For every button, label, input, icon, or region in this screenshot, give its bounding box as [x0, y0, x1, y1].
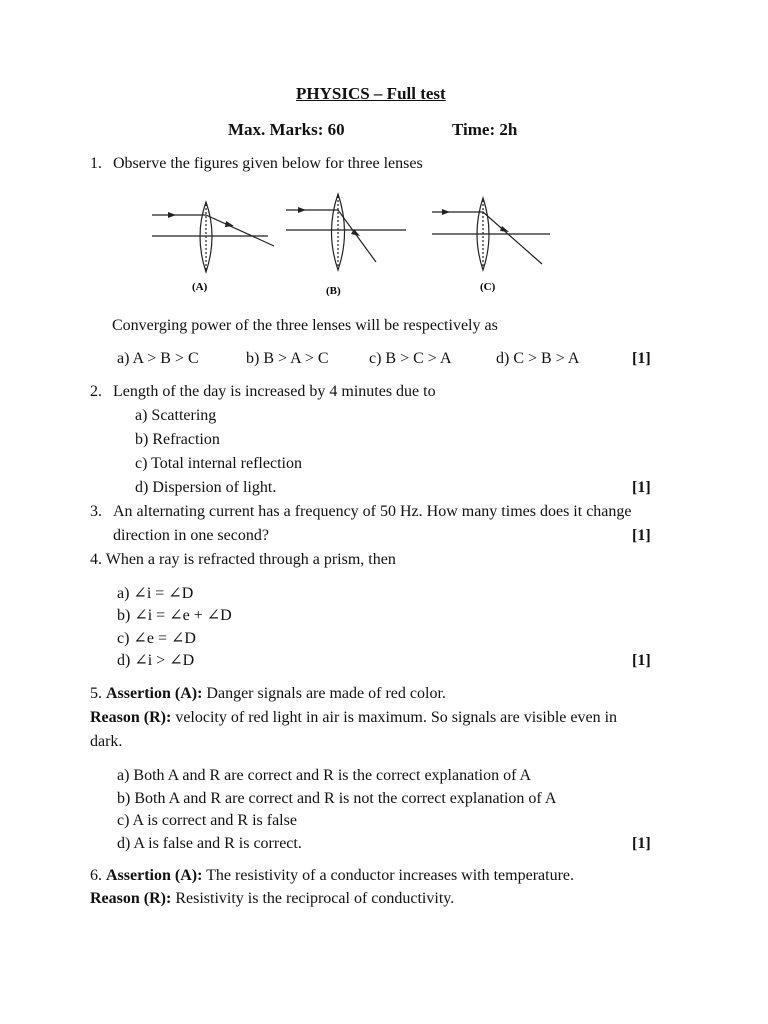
q2-option-a: a) Scattering	[135, 407, 217, 424]
q2-option-d: d) Dispersion of light.	[135, 479, 277, 496]
q6-assertion-line	[90, 866, 574, 886]
q6-reason-label: Reason (R):	[90, 890, 172, 907]
q1-option-b: b) B > A > C	[246, 350, 329, 367]
q1-option-c: c) B > C > A	[369, 350, 452, 367]
q2-option-c: c) Total internal reflection	[135, 455, 302, 472]
time-allowed: Time: 2h	[452, 120, 518, 139]
figure-label-b: (B)	[326, 285, 341, 297]
q5-option-a: a) Both A and R are correct and R is the correct explanation of A	[117, 767, 532, 784]
q4-option-c: c) ∠e = ∠D	[117, 630, 196, 647]
q6-assertion: The resistivity of a conductor increases with temperature.	[206, 867, 575, 884]
q1-text: Observe the figures given below for three lenses	[113, 155, 423, 172]
q1-stem: Converging power of the three lenses will be respectively as	[112, 317, 498, 334]
q2-option-b: b) Refraction	[135, 431, 220, 448]
q5-option-b: b) Both A and R are correct and R is not the correct explanation of A	[117, 790, 557, 807]
q2-marks: [1]	[632, 479, 651, 496]
q1-number: 1.	[90, 155, 102, 172]
q2-number: 2.	[90, 383, 102, 400]
q3-number: 3.	[90, 503, 102, 520]
q5-assertion: Danger signals are made of red color.	[206, 685, 446, 702]
q5-option-c: c) A is correct and R is false	[117, 812, 297, 829]
q5-number: 5.	[90, 685, 102, 702]
q3-line2: direction in one second?	[113, 527, 269, 544]
q5-reason-label: Reason (R):	[90, 709, 172, 726]
page-title: PHYSICS – Full test	[296, 84, 446, 103]
q6-assertion-label: Assertion (A):	[106, 867, 203, 884]
q6-number: 6.	[90, 867, 102, 884]
q1-option-a: a) A > B > C	[117, 350, 199, 367]
q4-marks: [1]	[632, 652, 651, 669]
q1-marks: [1]	[632, 350, 651, 367]
q2-text: Length of the day is increased by 4 minutes due to	[113, 383, 436, 400]
max-marks: Max. Marks: 60	[228, 120, 345, 139]
q3-marks: [1]	[632, 527, 651, 544]
q5-assertion-label: Assertion (A):	[106, 685, 203, 702]
q4-text: 4. When a ray is refracted through a prism, then	[90, 551, 396, 568]
q5-marks: [1]	[632, 835, 651, 852]
q6-reason: Resistivity is the reciprocal of conductivity.	[175, 890, 455, 907]
q5-reason-line1: velocity of red light in air is maximum. So signals are visible even in	[175, 709, 618, 726]
q5-reason-line2: dark.	[90, 733, 123, 750]
q4-option-d: d) ∠i > ∠D	[117, 652, 195, 669]
q1-option-d: d) C > B > A	[496, 350, 580, 367]
q3-line1: An alternating current has a frequency of 50 Hz. How many times does it change	[113, 503, 632, 520]
q5-reason-line	[90, 708, 617, 728]
lens-figures	[140, 190, 560, 302]
figure-label-a: (A)	[192, 281, 208, 293]
q6-reason-line	[90, 889, 454, 909]
q4-option-a: a) ∠i = ∠D	[117, 585, 194, 602]
figure-label-c: (C)	[480, 281, 496, 293]
q5-assertion-line	[90, 684, 446, 704]
q5-option-d: d) A is false and R is correct.	[117, 835, 302, 852]
q4-option-b: b) ∠i = ∠e + ∠D	[117, 607, 232, 624]
